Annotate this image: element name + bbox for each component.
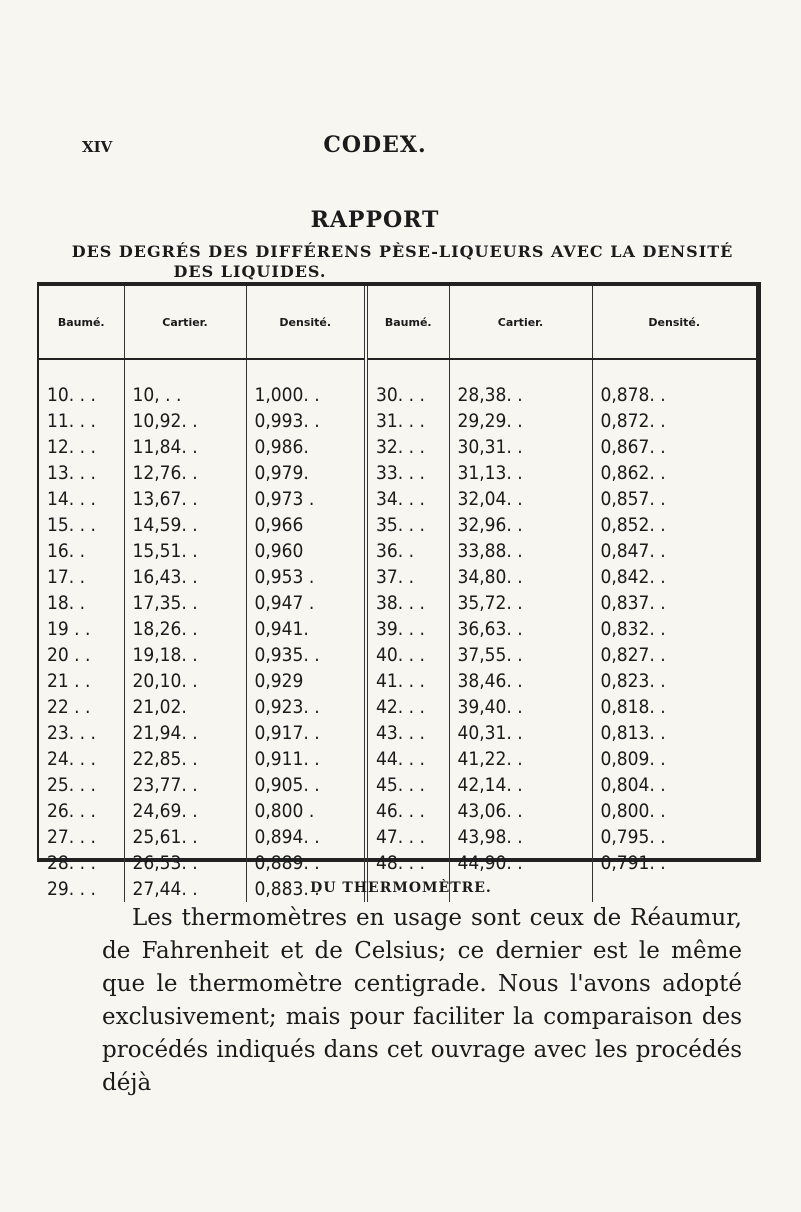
cell-baume-2: 42. . . <box>366 694 449 720</box>
cell-densite-1: 0,941. <box>246 616 366 642</box>
cell-cartier-1: 27,44. . <box>124 876 246 902</box>
cell-cartier-2: 42,14. . <box>449 772 592 798</box>
cell-densite-1: 0,979. <box>246 460 366 486</box>
table-row <box>39 460 756 486</box>
cell-baume-2: 35. . . <box>366 512 449 538</box>
cell-cartier-1: 26,53. . <box>124 850 246 876</box>
cell-baume-2: 44. . . <box>366 746 449 772</box>
table-row <box>39 746 756 772</box>
cell-baume-2: 41. . . <box>366 668 449 694</box>
cell-cartier-1: 11,84. . <box>124 434 246 460</box>
cell-cartier-1: 22,85. . <box>124 746 246 772</box>
cell-densite-1: 0,894. . <box>246 824 366 850</box>
cell-cartier-2: 32,96. . <box>449 512 592 538</box>
cell-baume-2: 31. . . <box>366 408 449 434</box>
cell-densite-2: 0,867. . <box>600 436 666 458</box>
cell-densite-1: 0,966 <box>246 512 366 538</box>
cell-cartier-1: 13,67. . <box>124 486 246 512</box>
table-row <box>39 824 756 850</box>
cell-baume-1: 25. . . <box>39 772 124 798</box>
cell-baume-1: 12. . . <box>39 434 124 460</box>
header-baume-1: Baumé. <box>39 286 124 359</box>
cell-baume-2: 43. . . <box>366 720 449 746</box>
cell-baume-1: 17. . <box>39 564 124 590</box>
cell-cartier-1: 21,02. <box>124 694 246 720</box>
cell-cartier-1: 17,35. . <box>124 590 246 616</box>
table-row <box>39 538 756 564</box>
cell-cartier-2: 30,31. . <box>449 434 592 460</box>
cell-cartier-2: 39,40. . <box>449 694 592 720</box>
cell-cartier-1: 20,10. . <box>124 668 246 694</box>
cell-densite-2: 0,818. . <box>600 696 666 718</box>
table-row <box>39 512 756 538</box>
table-row <box>39 850 756 876</box>
table-row <box>39 668 756 694</box>
paragraph: Les thermomètres en usage sont ceux de Réaumur, de Fahrenheit et de Celsius; ce dernier est le même que le thermomètre centigrade. Nous l'avons adopté exclusivement; mais pour faciliter la comparaison des procédés indiqués dans cet ouvrage avec les procédés déjà <box>102 905 742 1096</box>
cell-baume-2: 48. . . <box>366 850 449 876</box>
header-densite-1: Densité. <box>246 286 366 359</box>
cell-cartier-1: 21,94. . <box>124 720 246 746</box>
cell-cartier-2: 28,38. . <box>449 359 592 408</box>
cell-cartier-1: 23,77. . <box>124 772 246 798</box>
cell-cartier-2: 44,90. . <box>449 850 592 876</box>
cell-cartier-2: 38,46. . <box>449 668 592 694</box>
cell-densite-1: 0,905. . <box>246 772 366 798</box>
cell-densite-1: 0,800 . <box>246 798 366 824</box>
cell-densite-1: 0,889. . <box>246 850 366 876</box>
cell-densite-2: 0,837. . <box>600 592 666 614</box>
cell-cartier-1: 16,43. . <box>124 564 246 590</box>
table-row <box>39 564 756 590</box>
running-head: CODEX. <box>323 132 427 158</box>
cell-densite-1: 0,911. . <box>246 746 366 772</box>
table-row <box>39 642 756 668</box>
cell-baume-1: 23. . . <box>39 720 124 746</box>
cell-densite-2: 0,791. . <box>600 852 666 874</box>
cell-baume-2: 34. . . <box>366 486 449 512</box>
cell-densite-1: 1,000. . <box>246 359 366 408</box>
table-row <box>39 359 756 408</box>
cell-densite-1: 0,935. . <box>246 642 366 668</box>
cell-baume-1: 11. . . <box>39 408 124 434</box>
table-row <box>39 798 756 824</box>
cell-cartier-2: 36,63. . <box>449 616 592 642</box>
cell-baume-2: 45. . . <box>366 772 449 798</box>
cell-baume-2: 32. . . <box>366 434 449 460</box>
cell-cartier-1: 19,18. . <box>124 642 246 668</box>
cell-densite-2: 0,842. . <box>600 566 666 588</box>
cell-densite-2: 0,795. . <box>600 826 666 848</box>
cell-baume-1: 24. . . <box>39 746 124 772</box>
subtitle-line-2: DES LIQUIDES. <box>173 262 327 281</box>
cell-baume-1: 14. . . <box>39 486 124 512</box>
cell-densite-2: 0,862. . <box>600 462 666 484</box>
cell-densite-2: 0,872. . <box>600 410 666 432</box>
cell-baume-1: 18. . <box>39 590 124 616</box>
cell-cartier-2: 37,55. . <box>449 642 592 668</box>
cell-baume-1: 15. . . <box>39 512 124 538</box>
cell-densite-2: 0,804. . <box>600 774 666 796</box>
cell-cartier-2: 31,13. . <box>449 460 592 486</box>
cell-densite-1: 0,947 . <box>246 590 366 616</box>
body-text <box>102 902 742 1100</box>
cell-densite-2: 0,878. . <box>600 384 666 406</box>
cell-cartier-2: 29,29. . <box>449 408 592 434</box>
cell-densite-2: 0,827. . <box>600 644 666 666</box>
header-cartier-1: Cartier. <box>124 286 246 359</box>
cell-baume-1: 22 . . <box>39 694 124 720</box>
cell-densite-1: 0,993. . <box>246 408 366 434</box>
cell-cartier-2: 40,31. . <box>449 720 592 746</box>
cell-cartier-2: 34,80. . <box>449 564 592 590</box>
page-title: RAPPORT <box>310 207 440 233</box>
cell-densite-2: 0,813. . <box>600 722 666 744</box>
cell-baume-2: 36. . <box>366 538 449 564</box>
section-heading: DU THERMOMÈTRE. <box>310 880 492 896</box>
cell-densite-1: 0,953 . <box>246 564 366 590</box>
cell-densite-1: 0,986. <box>246 434 366 460</box>
cell-baume-1: 27. . . <box>39 824 124 850</box>
cell-baume-2: 39. . . <box>366 616 449 642</box>
cell-baume-1: 16. . <box>39 538 124 564</box>
table-header-row <box>39 286 756 359</box>
cell-densite-2: 0,847. . <box>600 540 666 562</box>
table-row <box>39 486 756 512</box>
cell-densite-2: 0,832. . <box>600 618 666 640</box>
cell-cartier-2: 43,98. . <box>449 824 592 850</box>
cell-baume-1: 26. . . <box>39 798 124 824</box>
cell-cartier-1: 24,69. . <box>124 798 246 824</box>
cell-densite-1: 0,960 <box>246 538 366 564</box>
cell-cartier-1: 15,51. . <box>124 538 246 564</box>
cell-densite-2: 0,800. . <box>600 800 666 822</box>
cell-densite-1: 0,929 <box>246 668 366 694</box>
cell-cartier-2: 32,04. . <box>449 486 592 512</box>
cell-baume-1: 13. . . <box>39 460 124 486</box>
cell-densite-2: 0,857. . <box>600 488 666 510</box>
cell-baume-2: 30. . . <box>366 359 449 408</box>
cell-densite-2: 0,852. . <box>600 514 666 536</box>
header-densite-2: Densité. <box>592 286 756 359</box>
cell-densite-1: 0,917. . <box>246 720 366 746</box>
cell-cartier-2: 33,88. . <box>449 538 592 564</box>
cell-cartier-2: 35,72. . <box>449 590 592 616</box>
cell-baume-1: 29. . . <box>39 876 124 902</box>
cell-cartier-1: 10,92. . <box>124 408 246 434</box>
table-row <box>39 590 756 616</box>
page-number: XIV <box>82 138 113 156</box>
cell-densite-1: 0,883. . <box>246 876 366 902</box>
cell-cartier-1: 14,59. . <box>124 512 246 538</box>
cell-baume-2: 46. . . <box>366 798 449 824</box>
cell-densite-2: 0,809. . <box>600 748 666 770</box>
cell-baume-1: 28. . . <box>39 850 124 876</box>
subtitle-line-1: DES DEGRÉS DES DIFFÉRENS PÈSE-LIQUEURS AVEC LA DENSITÉ <box>71 242 734 261</box>
table-row <box>39 720 756 746</box>
table-row <box>39 772 756 798</box>
cell-baume-1: 10. . . <box>39 359 124 408</box>
cell-baume-2: 33. . . <box>366 460 449 486</box>
cell-cartier-1: 10, . . <box>124 359 246 408</box>
cell-densite-2: 0,823. . <box>600 670 666 692</box>
table-row <box>39 694 756 720</box>
table-row <box>39 616 756 642</box>
cell-cartier-1: 18,26. . <box>124 616 246 642</box>
header-baume-2: Baumé. <box>366 286 449 359</box>
cell-densite-1: 0,973 . <box>246 486 366 512</box>
cell-baume-1: 20 . . <box>39 642 124 668</box>
cell-baume-2: 40. . . <box>366 642 449 668</box>
cell-baume-1: 19 . . <box>39 616 124 642</box>
cell-baume-2: 47. . . <box>366 824 449 850</box>
cell-baume-2: 37. . <box>366 564 449 590</box>
cell-cartier-2: 41,22. . <box>449 746 592 772</box>
cell-densite-1: 0,923. . <box>246 694 366 720</box>
header-cartier-2: Cartier. <box>449 286 592 359</box>
table-row <box>39 408 756 434</box>
cell-baume-1: 21 . . <box>39 668 124 694</box>
cell-cartier-1: 25,61. . <box>124 824 246 850</box>
cell-cartier-2: 43,06. . <box>449 798 592 824</box>
table-row <box>39 434 756 460</box>
cell-baume-2: 38. . . <box>366 590 449 616</box>
cell-cartier-1: 12,76. . <box>124 460 246 486</box>
